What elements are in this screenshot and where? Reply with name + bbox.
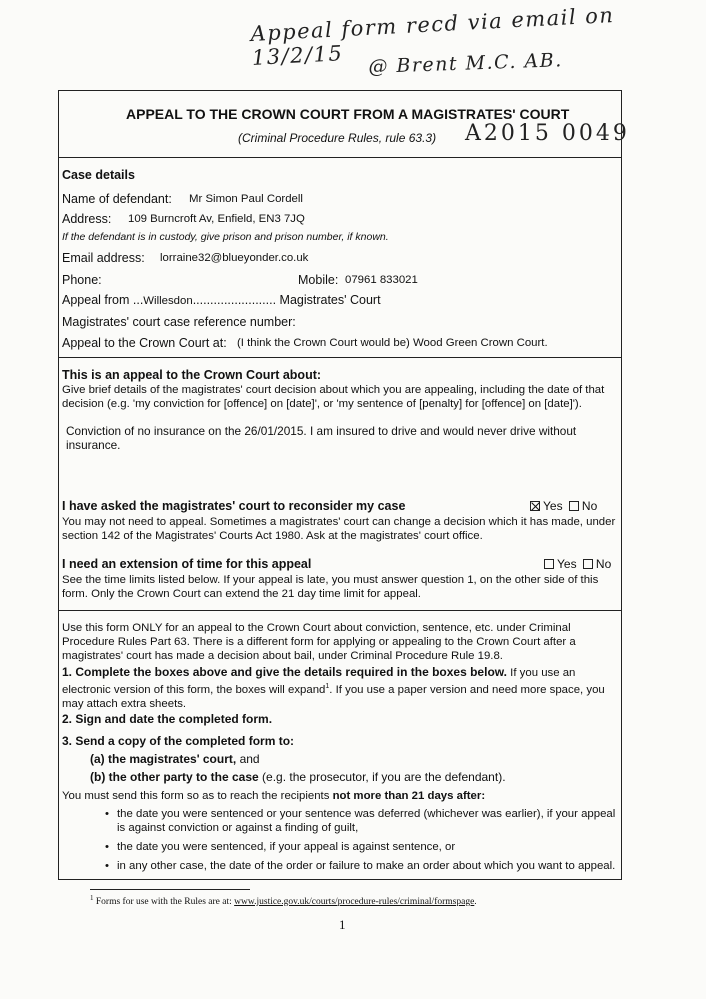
mobile-label: Mobile: [298,273,339,287]
reconsider-heading: I have asked the magistrates' court to reconsider my case [62,499,406,513]
reconsider-no-checkbox[interactable] [569,501,579,511]
extension-no-label: No [595,557,612,571]
reconsider-no-label: No [581,499,598,513]
step-3a-bold: (a) the magistrates' court, [90,752,237,766]
divider [58,157,622,158]
address-label: Address: [62,212,112,226]
crown-court-value[interactable]: (I think the Crown Court would be) Wood Green Crown Court. [237,337,548,349]
form-usage-intro: Use this form ONLY for an appeal to the Crown Court about conviction, sentence, etc. under Criminal Procedure Rules Part 63. There is a different form for applying or appealing to the Crown Court after a magistrates' court has made a decision about bail, under Criminal Procedure Rule 19.8. [62,622,576,662]
step-1 [62,665,620,711]
footnote-ref: 1 [325,683,330,690]
footnote-text: Forms for use with the Rules are at: [95,897,235,908]
handwritten-reference-number: A2015 0049 [465,121,630,146]
form-title: APPEAL TO THE CROWN COURT FROM A MAGISTRATES' COURT [126,106,570,122]
extension-no-checkbox[interactable] [583,559,593,569]
extension-options [544,557,611,571]
reconsider-yes-checkbox[interactable] [530,501,540,511]
appeal-from-value[interactable]: Willesdon [143,295,193,307]
case-details-heading: Case details [62,168,135,182]
deadline-line [62,790,485,802]
extension-yes-checkbox[interactable] [544,559,554,569]
step-1-text-b: . If you use a paper version and need more space, you may attach extra sheets. [62,683,605,710]
handwritten-receipt-note: Appeal form recd via email on 13/2/15 [250,2,615,70]
email-value[interactable]: lorraine32@blueyonder.co.uk [160,252,309,264]
page-number: 1 [339,917,346,932]
appeal-about-answer[interactable]: Conviction of no insurance on the 26/01/2015. I am insured to drive and would never drive without insurance. [66,424,577,452]
appeal-from-line [62,293,381,307]
custody-note: If the defendant is in custody, give prison and prison number, if known. [62,231,389,243]
deadline-text: You must send this form so as to reach the recipients [62,790,333,802]
reconsider-yes-label: Yes [543,499,563,513]
step-2: 2. Sign and date the completed form. [62,712,273,726]
appeal-about-heading: This is an appeal to the Crown Court about: [62,368,322,382]
reconsider-text: You may not need to appeal. Sometimes a magistrates' court can change a decision which it has made, under section 142 of the Magistrates' Courts Act 1980. Ask at the magistrates' court office. [62,516,616,542]
step-3: 3. Send a copy of the completed form to: [62,734,295,748]
divider [58,610,622,611]
step-3a [90,752,260,766]
defendant-label: Name of defendant: [62,192,172,206]
footnote-end: . [474,897,477,908]
step-3b-bold: (b) the other party to the case [90,770,259,784]
form-subtitle: (Criminal Procedure Rules, rule 63.3) [238,131,437,145]
appeal-from-prefix: Appeal from ... [62,293,144,307]
appeal-from-dots: ........................ [192,293,277,307]
deadline-bullet: • the date you were sentenced, if your appeal is against sentence, or [105,840,620,854]
address-value[interactable]: 109 Burncroft Av, Enfield, EN3 7JQ [128,213,305,225]
email-label: Email address: [62,251,145,265]
extension-yes-label: Yes [557,557,577,571]
footnote-link[interactable]: www.justice.gov.uk/courts/procedure-rules/criminal/formspage [234,897,475,908]
step-3b [90,770,506,784]
handwritten-court-note: @ Brent M.C. AB. [368,49,564,78]
footnote [90,894,477,907]
step-3a-text: and [236,752,260,766]
mobile-value[interactable]: 07961 833021 [345,274,418,286]
step-1-heading: 1. Complete the boxes above and give the details required in the boxes below. [62,665,507,679]
footnote-mark: 1 [90,894,94,902]
crown-court-label: Appeal to the Crown Court at: [62,336,227,350]
case-reference-label: Magistrates' court case reference number: [62,315,296,329]
defendant-name-value[interactable]: Mr Simon Paul Cordell [189,193,303,205]
deadline-bullet: • in any other case, the date of the order or failure to make an order about which you want to appeal. [105,859,620,873]
deadline-bullet: • the date you were sentenced or your sentence was deferred (whichever was earlier), if your appeal is against conviction or against a finding of guilt, [105,807,620,835]
step-3b-text: (e.g. the prosecutor, if you are the defendant). [258,770,506,784]
extension-heading: I need an extension of time for this appeal [62,557,312,571]
appeal-about-instructions: Give brief details of the magistrates' court decision about which you are appealing, including the date of that decision (e.g. 'my conviction for [offence] on [date]', or 'my sentence of [penalty] for [offence] on [date]'). [62,384,605,410]
reconsider-options [530,499,597,513]
divider [58,357,622,358]
deadline-bold: not more than 21 days after: [332,790,486,802]
extension-text: See the time limits listed below. If your appeal is late, you must answer question 1, on the other side of this form. Only the Crown Court can extend the 21 day time limit for appeal. [62,574,599,600]
appeal-from-suffix: Magistrates' Court [279,293,381,307]
deadline-bullet-list [105,807,620,878]
step-1-text-a: If you use an electronic version of this form, the boxes will expand [62,667,576,696]
phone-label: Phone: [62,273,102,287]
footnote-rule [90,889,250,890]
